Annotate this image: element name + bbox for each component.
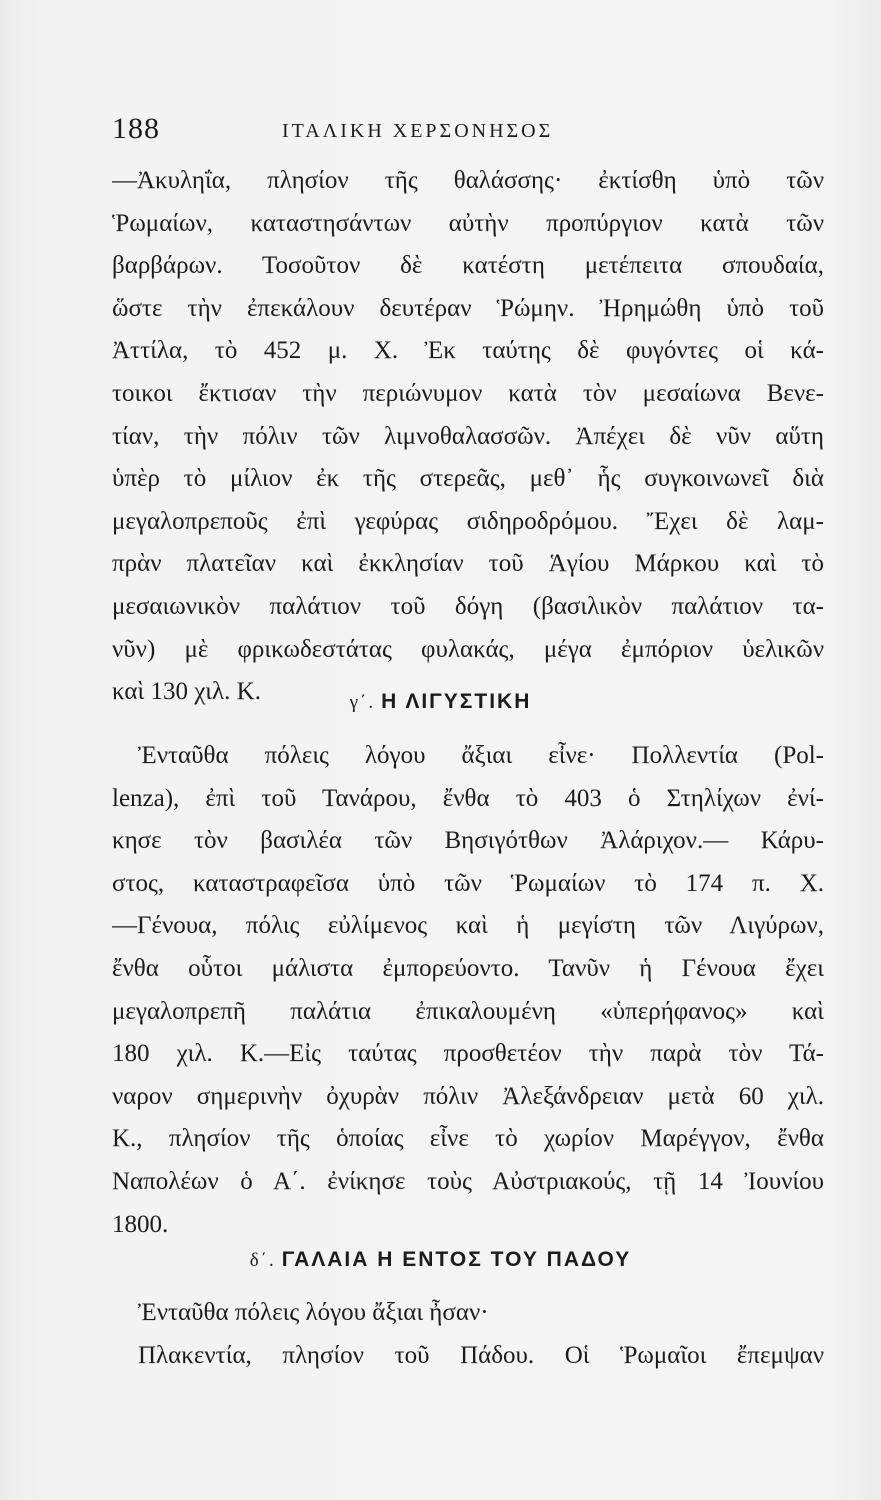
text-line: μεσαιωνικὸν παλάτιον τοῦ δόγη (βασιλικὸν παλάτιον τα-: [112, 592, 824, 620]
text-line: —Γένουα, πόλις εὐλίμενος καὶ ἡ μεγίστη τῶν Λιγύρων,: [112, 912, 824, 940]
text-line: τίαν, τὴν πόλιν τῶν λιμνοθαλασσῶν. Ἀπέχει δὲ νῦν αὕτη: [112, 422, 824, 450]
text-line: τοικοι ἔκτισαν τὴν περιώνυμον κατὰ τὸν μεσαίωνα Βενε-: [112, 379, 824, 407]
text-line: ὑπὲρ τὸ μίλιον ἐκ τῆς στερεᾶς, μεθ᾽ ἧς συγκοινωνεῖ διὰ: [112, 465, 824, 493]
running-title: ΙΤΑΛΙΚΗ ΧΕΡΣΟΝΗΣΟΣ: [282, 120, 554, 142]
text-line: Ἀττίλα, τὸ 452 μ. Χ. Ἐκ ταύτης δὲ φυγόντες οἱ κά-: [112, 337, 824, 365]
text-line: 1800.: [112, 1210, 169, 1238]
text-line: μεγαλοπρεπῆ παλάτια ἐπικαλουμένη «ὑπερήφανος» καὶ: [112, 997, 824, 1025]
text-line: βαρβάρων. Τοσοῦτον δὲ κατέστη μετέπειτα σπουδαία,: [112, 252, 824, 280]
page-number: 188: [112, 112, 160, 145]
text-line: ἔνθα οὗτοι μάλιστα ἐμπορεύοντο. Τανῦν ἡ Γένουα ἔχει: [112, 954, 824, 982]
section-gallia-text: [112, 1292, 824, 1377]
text-line: Ἐνταῦθα πόλεις λόγου ἄξιαι ἦσαν·: [138, 1299, 489, 1326]
text-line: —Ἀκυληΐα, πλησίον τῆς θαλάσσης· ἐκτίσθη ὑπὸ τῶν: [112, 167, 824, 194]
text-line: νῦν) μὲ φρικωδεστάτας φυλακάς, μέγα ἐμπόριον ὑελικῶν: [112, 635, 824, 663]
heading-title: Η ΛΙΓΥΣΤΙΚΗ: [381, 690, 532, 713]
page-header: [112, 112, 822, 152]
text-line: πρὰν πλατεῖαν καὶ ἐκκλησίαν τοῦ Ἁγίου Μάρκου καὶ τὸ: [112, 550, 824, 578]
text-line: Κ., πλησίον τῆς ὁποίας εἶνε τὸ χωρίον Μαρέγγον, ἔνθα: [112, 1125, 824, 1153]
section-venetia-text: [112, 160, 824, 714]
section-heading-gallia: [0, 1248, 881, 1272]
section-heading-liguria: [0, 690, 881, 714]
text-line: Ναπολέων ὁ Α΄. ἐνίκησε τοὺς Αὐστριακούς, τῇ 14 Ἰουνίου: [112, 1167, 824, 1195]
text-line: ναρον σημερινὴν ὀχυρὰν πόλιν Ἀλεξάνδρειαν μετὰ 60 χιλ.: [112, 1082, 824, 1110]
text-line: ὥστε τὴν ἐπεκάλουν δευτέραν Ῥώμην. Ἠρημώθη ὑπὸ τοῦ: [112, 294, 824, 322]
heading-number: δ΄.: [249, 1250, 276, 1271]
text-line: 180 χιλ. Κ.—Εἰς ταύτας προσθετέον τὴν παρὰ τὸν Τά-: [112, 1040, 824, 1068]
text-line: Ἐνταῦθα πόλεις λόγου ἄξιαι εἶνε· Πολλεντία (Pol-: [138, 742, 824, 769]
heading-number: γ΄.: [349, 692, 376, 713]
text-line: καὶ 130 χιλ. Κ.: [112, 678, 261, 706]
section-liguria-text: [112, 735, 824, 1246]
text-line: μεγαλοπρεποῦς ἐπὶ γεφύρας σιδηροδρόμου. Ἔχει δὲ λαμ-: [112, 507, 824, 535]
text-line: Πλακεντία, πλησίον τοῦ Πάδου. Οἱ Ῥωμαῖοι ἔπεμψαν: [138, 1341, 824, 1369]
text-line: Ῥωμαίων, καταστησάντων αὐτὴν προπύργιον κατὰ τῶν: [112, 209, 824, 237]
text-line: κησε τὸν βασιλέα τῶν Βησιγότθων Ἀλάριχον.— Κάρυ-: [112, 827, 824, 855]
text-line: στος, καταστραφεῖσα ὑπὸ τῶν Ῥωμαίων τὸ 174 π. Χ.: [112, 869, 824, 897]
heading-title: ΓΑΛΑΙΑ Η ΕΝΤΟΣ ΤΟΥ ΠΑΔΟΥ: [281, 1248, 632, 1271]
text-line: lenza), ἐπὶ τοῦ Τανάρου, ἔνθα τὸ 403 ὁ Στηλίχων ἐνί-: [112, 784, 824, 812]
